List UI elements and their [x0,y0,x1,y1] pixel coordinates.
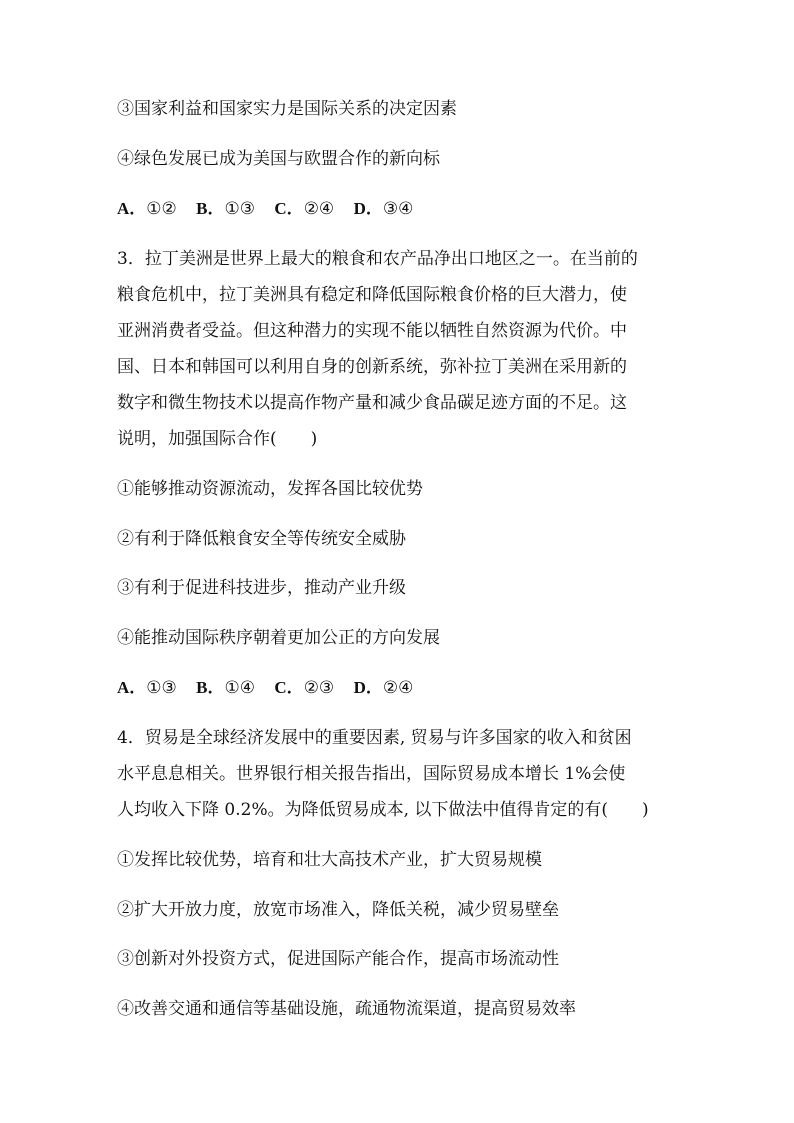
q3-stem-line: 粮食危机中，拉丁美洲具有稳定和降低国际粮食价格的巨大潜力，使 [117,285,627,305]
q3-item-4: ④能推动国际秩序朝着更加公正的方向发展 [117,628,440,648]
q4-item-3: ③创新对外投资方式，促进国际产能合作，提高市场流动性 [117,949,559,969]
q3-item-1: ①能够推动资源流动，发挥各国比较优势 [117,479,423,499]
q3-option-c: C．②③ [274,678,335,698]
q3-option-d: D．②④ [353,678,414,698]
q2-option-b: B．①③ [196,199,255,219]
q3-stem-line: 国、日本和韩国可以利用自身的创新系统，弥补拉丁美洲在采用新的 [117,357,627,377]
q3-stem-line: 数字和微生物技术以提高作物产量和减少食品碳足迹方面的不足。这 [117,393,627,413]
q3-stem-line: 说明，加强国际合作( ) [117,429,318,449]
q3-options [117,677,427,699]
q3-stem-line: 亚洲消费者受益。但这种潜力的实现不能以牺牲自然资源为代价。中 [117,321,627,341]
q3-item-2: ②有利于降低粮食安全等传统安全威胁 [117,529,406,549]
q3-stem-line: 3．拉丁美洲是世界上最大的粮食和农产品净出口地区之一。在当前的 [117,249,638,269]
q4-stem-line: 人均收入下降 0.2%。为降低贸易成本, 以下做法中值得肯定的有( ) [117,800,649,820]
q2-options [117,198,427,220]
q3-option-a: A．①③ [117,678,177,698]
q3-option-b: B．①④ [196,678,255,698]
q4-stem-line: 4．贸易是全球经济发展中的重要因素, 贸易与许多国家的收入和贫困 [117,728,632,748]
q4-item-4: ④改善交通和通信等基础设施，疏通物流渠道，提高贸易效率 [117,999,576,1019]
q4-item-1: ①发挥比较优势，培育和壮大高技术产业，扩大贸易规模 [117,850,542,870]
q2-option-d: D．③④ [353,199,414,219]
q4-stem-line: 水平息息相关。世界银行相关报告指出，国际贸易成本增长 1%会使 [117,764,626,784]
q2-option-a: A．①② [117,199,177,219]
q4-item-2: ②扩大开放力度，放宽市场准入，降低关税，减少贸易壁垒 [117,900,559,920]
q2-item-4: ④绿色发展已成为美国与欧盟合作的新向标 [117,149,440,169]
q2-option-c: C．②④ [274,199,335,219]
q2-item-3: ③国家利益和国家实力是国际关系的决定因素 [117,99,457,119]
q3-item-3: ③有利于促进科技进步，推动产业升级 [117,578,406,598]
